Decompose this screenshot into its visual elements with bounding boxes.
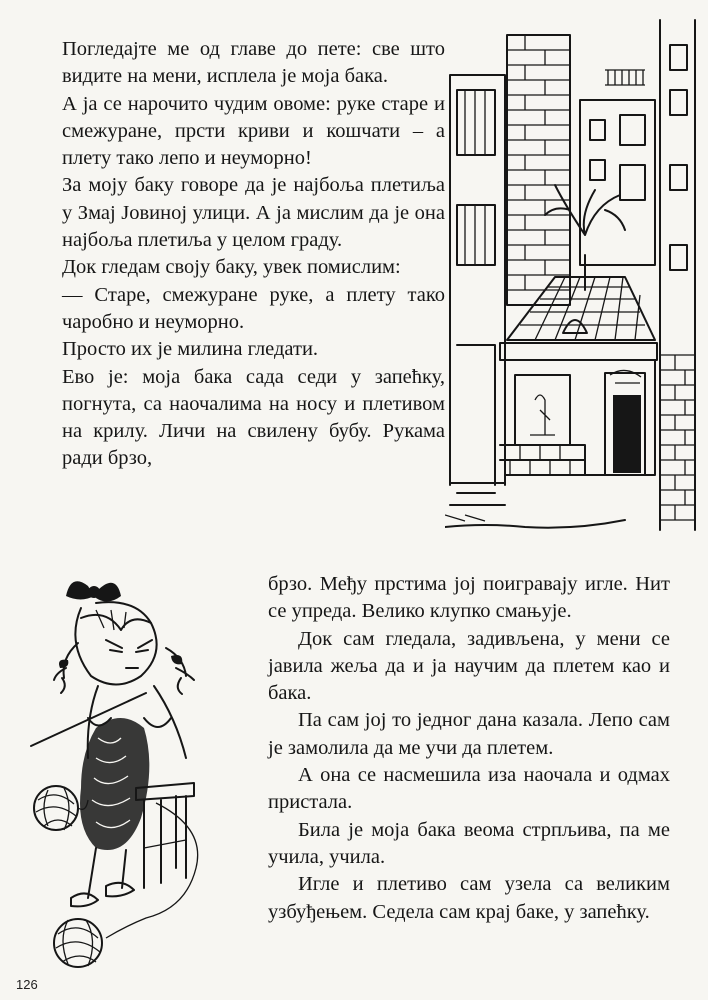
paragraph: Ево је: моја бака сада седи у запећку, погнута, са наочалима на носу и плетивом на крилу. Личи на свилену бубу. Рукама ради брзо, <box>62 365 445 470</box>
paragraph: А ја се нарочито чудим овоме: руке старе и смежуране, прсти криви и кошчати – а плету тако лепо и неуморно! <box>62 92 445 170</box>
paragraph: Док сам гледала, задивљена, у мени се јавила жеља да и ја научим да плетем као и бака. <box>268 627 670 705</box>
paragraph: А она се насмешила иза наочала и одмах пристала. <box>268 764 670 814</box>
paragraph: Била је моја бака веома стрпљива, па ме учила, учила. <box>268 818 670 868</box>
girl-knitting-illustration <box>26 568 266 978</box>
paragraph: Погледајте ме од главе до пете: све што видите на мени, исплела је моја бака. <box>62 38 445 88</box>
paragraph: Па сам јој то једног дана казала. Лепо сам је замолила да ме учи да плетем. <box>268 709 670 759</box>
paragraph: брзо. Међу прстима јој поигравају игле. Нит се упреда. Велико клупко смањује. <box>268 573 670 623</box>
street-building-illustration <box>445 15 703 535</box>
text-column-bottom <box>268 571 670 926</box>
paragraph: Игле и плетиво сам узела са великим узбуђењем. Седела сам крај баке, у запећку. <box>268 873 670 923</box>
text-column-top <box>62 36 445 473</box>
paragraph: За моју баку говоре да је најбоља плетиља у Змај Јовиној улици. А ја мислим да је она најбоља плетиља у целом граду. <box>62 174 445 252</box>
page-number: 126 <box>16 977 38 992</box>
paragraph: Просто их је милина гледати. <box>62 338 319 361</box>
paragraph: — Старе, смежуране руке, а плету тако чаробно и неуморно. <box>62 283 445 333</box>
paragraph: Док гледам своју баку, увек помислим: <box>62 256 401 279</box>
